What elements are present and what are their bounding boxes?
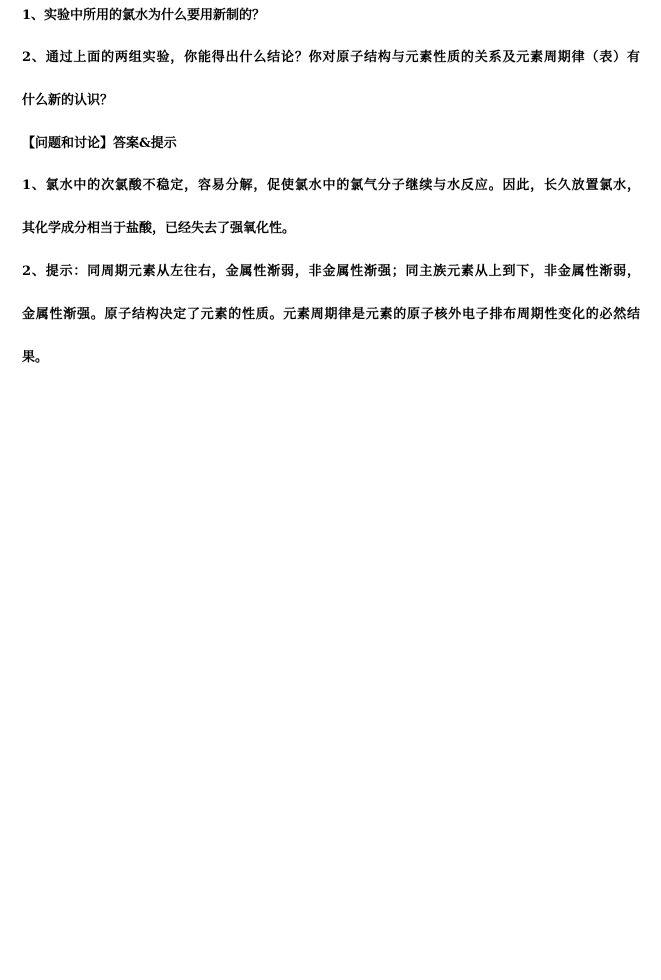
answer-2-line-2: 金属性渐强。原子结构决定了元素的性质。元素周期律是元素的原子核外电子排布周期性变化的必然结 bbox=[22, 307, 640, 322]
answer-1-line-2: 其化学成分相当于盐酸，已经失去了强氧化性。 bbox=[22, 221, 296, 236]
answers-heading: 【问题和讨论】答案&提示 bbox=[22, 136, 177, 151]
question-2-line-2: 什么新的认识？ bbox=[22, 93, 114, 108]
answer-1-line-1: 1、氯水中的次氯酸不稳定，容易分解，促使氯水中的氯气分子继续与水反应。因此，长久放置氯水， bbox=[22, 178, 640, 193]
question-1: 1、实验中所用的氯水为什么要用新制的？ bbox=[22, 8, 266, 23]
answer-2-line-1: 2、提示：同周期元素从左往右，金属性渐弱，非金属性渐强；同主族元素从上到下，非金属性渐弱， bbox=[22, 264, 640, 279]
answer-2-line-3: 果。 bbox=[22, 350, 49, 365]
question-2-line-1: 2、通过上面的两组实验，你能得出什么结论？你对原子结构与元素性质的关系及元素周期律（表）有 bbox=[22, 50, 640, 65]
